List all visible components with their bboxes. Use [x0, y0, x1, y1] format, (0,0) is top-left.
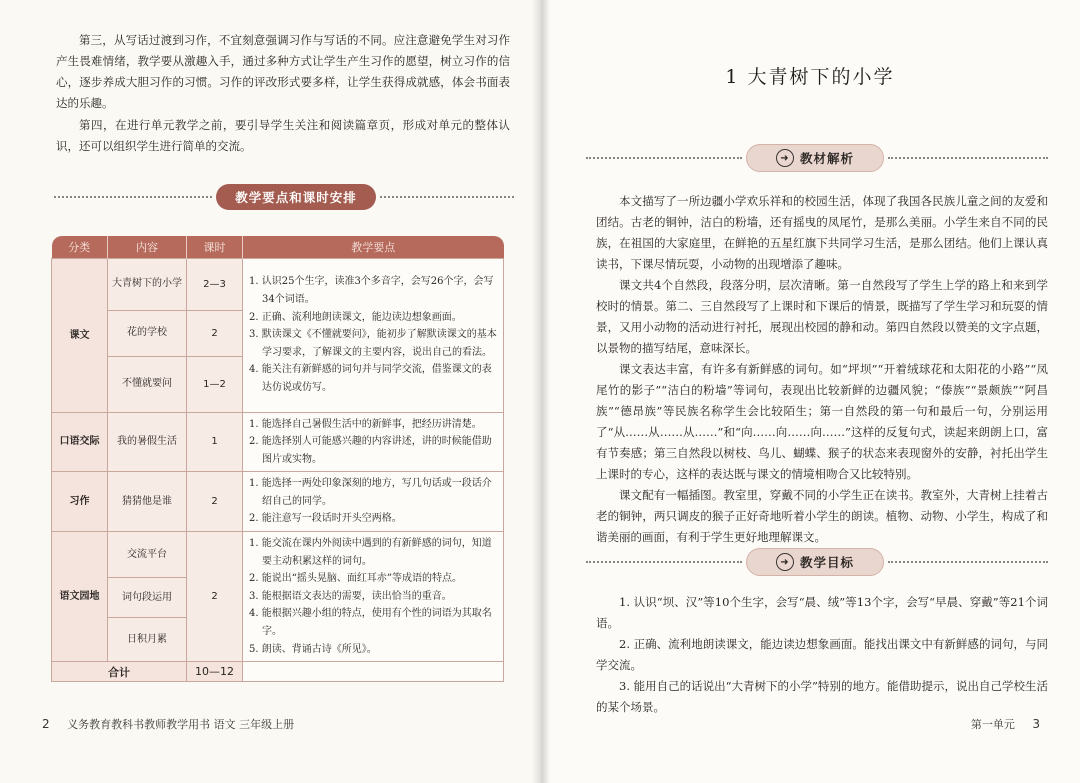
analysis-paragraph: 课文表达丰富，有许多有新鲜感的词句。如“坪坝”“开着绒球花和太阳花的小路”“凤尾竹的影子”“洁白的粉墙”等词句，表现出比较新鲜的边疆风貌；“傣族”“景颇族”“阿昌族”“德昂族”等民族名称学生会比较陌生；第一自然段的第一句和最后一句，分别运用了“从……从……从……”和“向……向……向……”这样的反复句式，读起来朗朗上口，富有节奏感；第三自然段以树枝、鸟儿、蝴蝶、猴子的状态来表现窗外的安静，衬托出学生上课时的专心，这样的表达既与课文的情境相吻合又比较特别。 [596, 362, 1048, 481]
hours-cell: 1 [187, 412, 243, 472]
table-row [52, 532, 504, 578]
total-hours: 10—12 [187, 662, 243, 682]
analysis-header [586, 144, 1048, 172]
dotted-rule [888, 561, 1048, 563]
dotted-rule [586, 561, 742, 563]
category-cell: 语文园地 [52, 532, 108, 662]
dotted-rule [54, 196, 212, 198]
analysis-paragraph: 课文配有一幅插图。教室里，穿戴不同的小学生正在读书。教室外，大青树上挂着古老的铜钟，两只调皮的猴子正好奇地听着小学生的朗读。植物、动物、小学生，构成了和谐美丽的画面，有利于学生更好地理解课文。 [596, 488, 1048, 544]
analysis-paragraph: 本文描写了一所边疆小学欢乐祥和的校园生活，体现了我国各民族儿童之间的友爱和团结。古老的铜钟，洁白的粉墙，还有摇曳的凤尾竹，是那么美丽。小学生来自不同的民族，在祖国的大家庭里，在鲜艳的五星红旗下共同学习生活，是那么团结。他们上课认真读书，下课尽情玩耍，小动物的出现增添了趣味。 [596, 194, 1048, 271]
analysis-text [596, 191, 1048, 548]
unit-label: 第一单元 [970, 718, 1015, 731]
hours-cell: 1—2 [187, 356, 243, 412]
analysis-paragraph: 课文共4个自然段，段落分明，层次清晰。第一自然段写了学生上学的路上和来到学校时的情景。第二、三自然段写了上课时和下课后的情景，既描写了学生学习和玩耍的情景，又用小动物的活动进行衬托，展现出校园的静和动。第四自然段以赞美的文字点题，以景物的描写结尾，意味深长。 [596, 278, 1048, 355]
point-item: 1. 认识25个生字，读准3个多音字，会写26个字，会写34个词语。 [249, 276, 494, 306]
schedule-table [51, 236, 504, 682]
point-item: 4. 能根据兴趣小组的特点，使用有个性的词语为其取名字。 [249, 608, 492, 638]
objectives-text [596, 592, 1048, 718]
section-title: 教学要点和课时安排 [216, 184, 376, 210]
point-item: 1. 能选择一两处印象深刻的地方，写几句话或一段话介绍自己的同学。 [249, 478, 492, 507]
total-label: 合计 [52, 662, 187, 682]
lesson-title: 1 大青树下的小学 [725, 66, 895, 88]
book-title: 义务教育教科书教师教学用书 语文 三年级上册 [67, 718, 295, 731]
intro-text [56, 30, 510, 157]
points-cell [243, 532, 504, 662]
objectives-header [586, 548, 1048, 576]
content-cell: 词句段运用 [108, 578, 187, 618]
table-row [52, 258, 504, 310]
objective-item: 2. 正确、流利地朗读课文，能边读边想象画面。能找出课文中有新鲜感的词句，与同学交流。 [596, 637, 1048, 672]
point-item: 5. 朗读、背诵古诗《所见》。 [249, 643, 377, 655]
schedule-table-wrap [51, 236, 503, 682]
arrow-circle-icon: ➜ [776, 149, 794, 167]
header-content: 内容 [108, 236, 187, 258]
objectives-title: 教学目标 [799, 555, 854, 570]
point-item: 2. 能选择别人可能感兴趣的内容讲述，讲的时候能借助图片或实物。 [249, 436, 492, 465]
points-cell [243, 412, 504, 472]
left-footer [42, 716, 294, 732]
points-cell [243, 472, 504, 532]
point-item: 4. 能关注有新鲜感的词句并与同学交流，借鉴课文的表达仿说或仿写。 [249, 364, 492, 393]
point-item: 3. 默读课文《不懂就要问》，能初步了解默读课文的基本学习要求，了解课文的主要内容，说出自己的看法。 [249, 329, 497, 358]
page-number: 3 [1032, 717, 1040, 731]
table-row [52, 472, 504, 532]
table-row [52, 412, 504, 472]
content-cell: 花的学校 [108, 310, 187, 356]
category-cell: 课文 [52, 258, 108, 412]
dotted-rule [888, 157, 1048, 159]
content-cell: 猜猜他是谁 [108, 472, 187, 532]
hours-cell: 2 [187, 310, 243, 356]
intro-paragraph: 第四，在进行单元教学之前，要引导学生关注和阅读篇章页，形成对单元的整体认识，还可以组织学生进行简单的交流。 [56, 118, 510, 153]
objective-item: 1. 认识“坝、汉”等10个生字，会写“晨、绒”等13个字，会写“早晨、穿戴”等21个词语。 [596, 595, 1048, 630]
objective-item: 3. 能用自己的话说出“大青树下的小学”特别的地方。能借助提示，说出自己学校生活的某个场景。 [596, 679, 1048, 714]
analysis-pill [746, 144, 884, 172]
hours-cell: 2 [187, 472, 243, 532]
header-points: 教学要点 [243, 236, 504, 258]
point-item: 2. 能注意写一段话时开头空两格。 [249, 513, 402, 525]
table-header-row [52, 236, 504, 258]
right-footer [971, 716, 1040, 732]
section-header [54, 184, 514, 210]
dotted-rule [380, 196, 514, 198]
dotted-rule [586, 157, 742, 159]
point-item: 1. 能选择自己暑假生活中的新鲜事，把经历讲清楚。 [249, 418, 482, 430]
total-empty [243, 662, 504, 682]
point-item: 2. 正确、流利地朗读课文，能边读边想象画面。 [249, 311, 462, 323]
point-item: 1. 能交流在课内外阅读中遇到的有新鲜感的词句，知道要主动积累这样的词句。 [249, 538, 492, 567]
book-gutter [532, 0, 550, 783]
analysis-title: 教材解析 [799, 151, 854, 166]
right-page [540, 0, 1080, 783]
intro-paragraph: 第三，从写话过渡到习作，不宜刻意强调习作与写话的不同。应注意避免学生对习作产生畏难情绪，教学要从激趣入手，通过多种方式让学生产生习作的愿望，树立习作的信心，逐步养成大胆习作的习惯。习作的评改形式要多样，让学生获得成就感，体会书面表达的乐趣。 [56, 33, 510, 110]
points-cell [243, 258, 504, 412]
point-item: 2. 能说出“摇头晃脑、面红耳赤”等成语的特点。 [249, 573, 462, 585]
content-cell: 大青树下的小学 [108, 258, 187, 310]
hours-cell: 2—3 [187, 258, 243, 310]
total-row [52, 662, 504, 682]
point-item: 3. 能根据语文表达的需要，读出恰当的重音。 [249, 590, 452, 602]
page-number: 2 [42, 717, 50, 731]
content-cell: 我的暑假生活 [108, 412, 187, 472]
content-cell: 日积月累 [108, 618, 187, 662]
category-cell: 口语交际 [52, 412, 108, 472]
content-cell: 交流平台 [108, 532, 187, 578]
header-hours: 课时 [187, 236, 243, 258]
arrow-circle-icon: ➜ [776, 553, 794, 571]
content-cell: 不懂就要问 [108, 356, 187, 412]
header-category: 分类 [52, 236, 108, 258]
objectives-pill [746, 548, 884, 576]
category-cell: 习作 [52, 472, 108, 532]
hours-cell: 2 [187, 532, 243, 662]
